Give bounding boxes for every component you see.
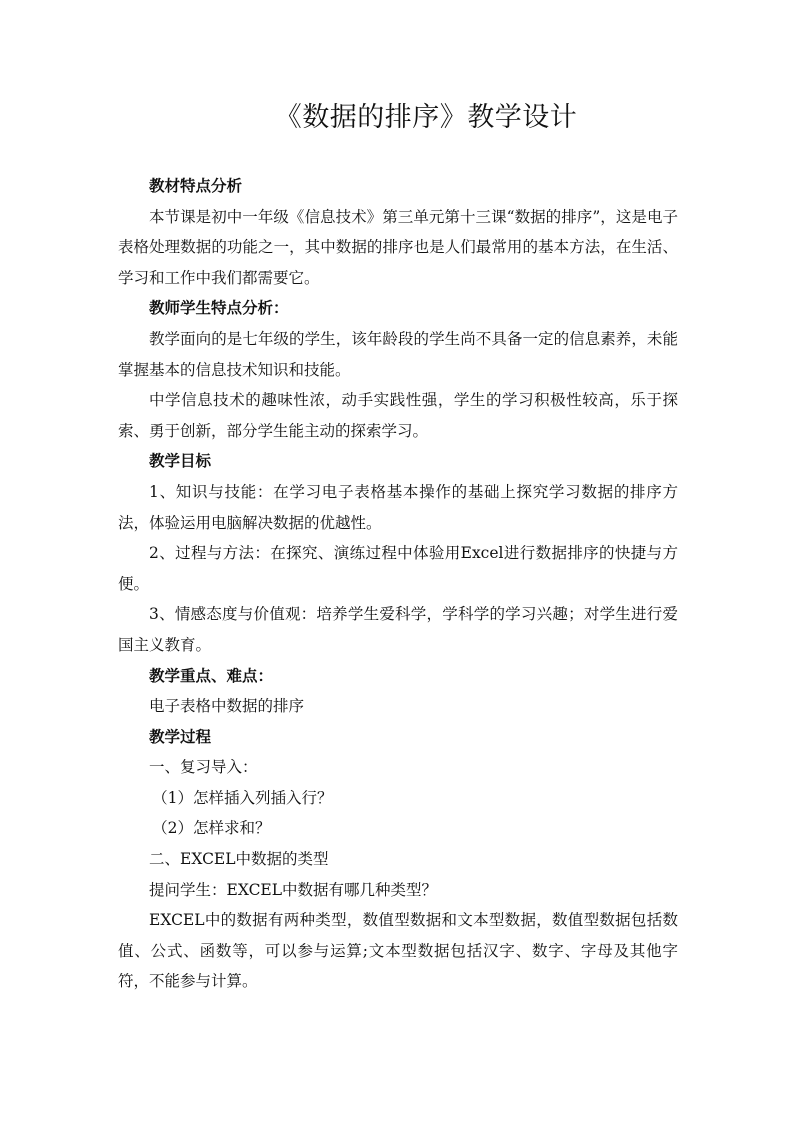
process-question-2: （2）怎样求和？ — [152, 819, 271, 838]
goal-process: 2、过程与方法：在探究、演练过程中体验用Excel进行数据排序的快捷与方便。 — [118, 544, 678, 593]
goal-attitude: 3、情感态度与价值观：培养学生爱科学，学科学的学习兴趣；对学生进行爱国主义教育。 — [118, 605, 678, 654]
process-ask: 提问学生：EXCEL中数据有哪几种类型？ — [149, 880, 438, 899]
process-question-1: （1）怎样插入列插入行？ — [152, 788, 333, 807]
section-heading-teacher-student: 教师学生特点分析： — [149, 298, 289, 318]
document-body — [118, 171, 678, 997]
process-data-types: 二、EXCEL中数据的类型 — [149, 850, 329, 869]
paragraph-students-1: 教学面向的是七年级的学生，该年龄段的学生尚不具备一定的信息素养，未能掌握基本的信息技术知识和技能。 — [118, 329, 678, 379]
section-heading-process: 教学过程 — [149, 726, 212, 746]
section-heading-material: 教材特点分析 — [149, 176, 243, 195]
document-title: 《数据的排序》教学设计 — [274, 102, 578, 133]
paragraph-students-2: 中学信息技术的趣味性浓，动手实践性强，学生的学习积极性较高，乐于探索、勇于创新，部分学生能主动的探索学习。 — [118, 391, 678, 440]
goal-knowledge: 1、知识与技能：在学习电子表格基本操作的基础上探究学习数据的排序方法，体验运用电脑解决数据的优越性。 — [118, 482, 678, 532]
paragraph-material: 本节课是初中一年级《信息技术》第三单元第十三课“数据的排序”，这是电子表格处理数据的功能之一，其中数据的排序也是人们最常用的基本方法，在生活、学习和工作中我们都需要它。 — [118, 207, 678, 287]
section-heading-key-points: 教学重点、难点： — [149, 665, 274, 685]
section-heading-goals: 教学目标 — [149, 451, 212, 471]
paragraph-key-points: 电子表格中数据的排序 — [149, 697, 305, 716]
process-answer: EXCEL中的数据有两种类型，数值型数据和文本型数据，数值型数据包括数值、公式、函数等，可以参与运算;文本型数据包括汉字、数字、字母及其他字符，不能参与计算。 — [118, 911, 678, 991]
process-review: 一、复习导入： — [149, 758, 258, 777]
